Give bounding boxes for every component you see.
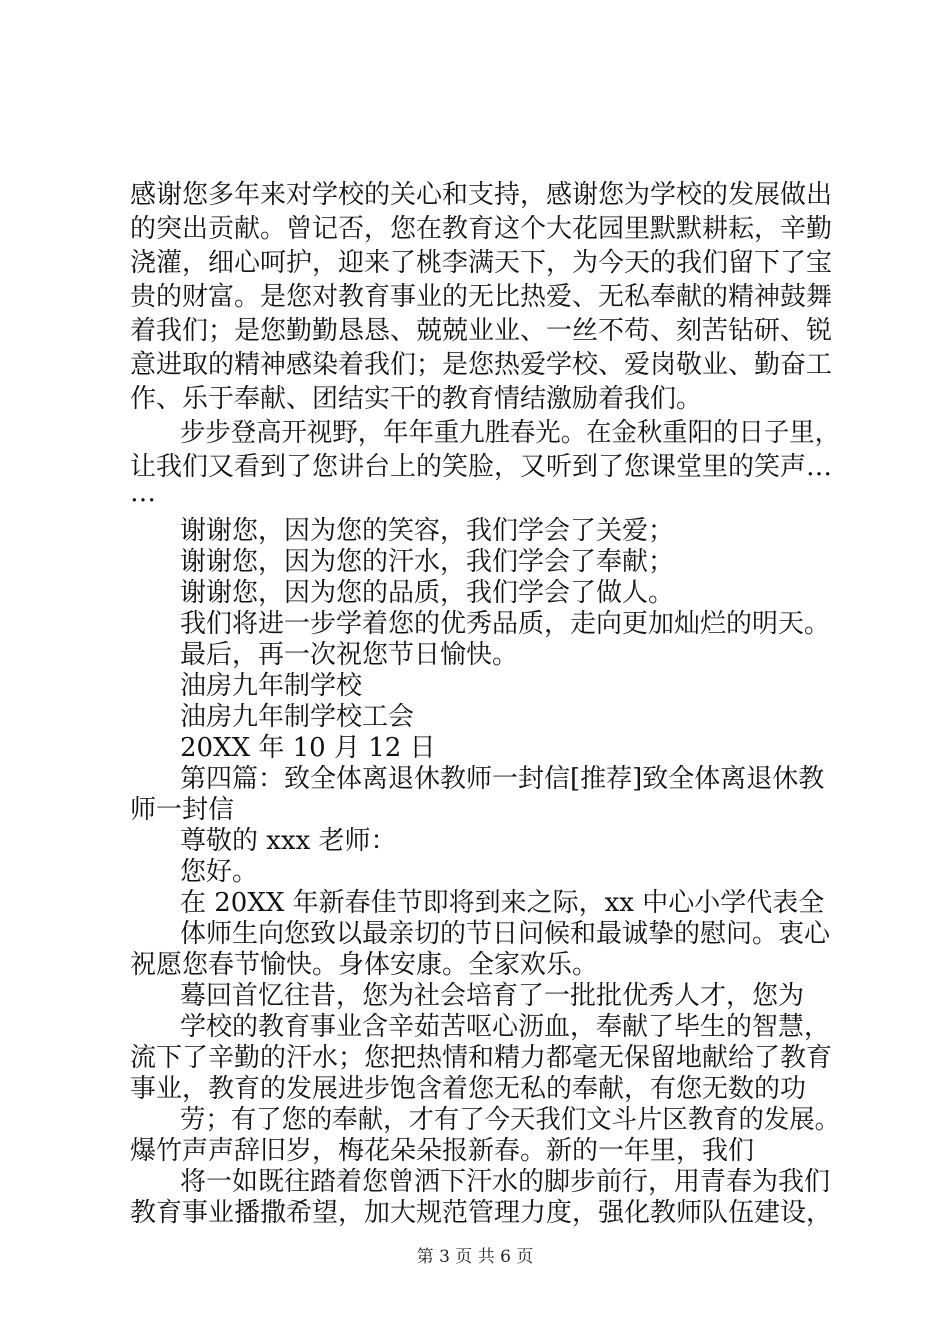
text-line: … bbox=[130, 478, 156, 508]
text-line: 流下了辛勤的汗水；您把热情和精力都毫无保留地献给了教育 bbox=[130, 1043, 833, 1073]
text-line: 着我们；是您勤勤恳恳、兢兢业业、一丝不苟、刻苦钻研、锐 bbox=[130, 316, 833, 346]
text-line: 祝愿您春节愉快。身体安康。全家欢乐。 bbox=[130, 950, 599, 980]
section-heading: 第四篇：致全体离退休教师一封信[推荐]致全体离退休教 bbox=[180, 764, 825, 794]
text-line: 的突出贡献。曾记否，您在教育这个大花园里默默耕耘，辛勤 bbox=[130, 214, 833, 244]
salutation: 尊敬的 xxx 老师： bbox=[180, 826, 397, 856]
text-line: 事业，教育的发展进步饱含着您无私的奉献，有您无数的功 bbox=[130, 1074, 807, 1104]
text-line: 我们将进一步学着您的优秀品质，走向更加灿烂的明天。 bbox=[180, 609, 831, 639]
text-line: 在 20XX 年新春佳节即将到来之际，xx 中心小学代表全 bbox=[180, 888, 825, 918]
greeting: 您好。 bbox=[180, 857, 259, 887]
section-heading-cont: 师一封信 bbox=[130, 795, 235, 825]
text-line: 体师生向您致以最亲切的节日问候和最诚挚的慰问。衷心 bbox=[180, 919, 831, 949]
page-number-footer: 第 3 页 共 6 页 bbox=[416, 1247, 534, 1267]
text-line: 让我们又看到了您讲台上的笑脸，又听到了您课堂里的笑声… bbox=[130, 452, 833, 482]
text-line: 谢谢您，因为您的品质，我们学会了做人。 bbox=[180, 578, 675, 608]
text-line: 教育事业播撒希望，加大规范管理力度，强化教师队伍建设， bbox=[130, 1198, 833, 1228]
text-line: 感谢您多年来对学校的关心和支持，感谢您为学校的发展做出 bbox=[130, 180, 833, 210]
text-line: 浇灌，细心呵护，迎来了桃李满天下，为今天的我们留下了宝 bbox=[130, 248, 833, 278]
text-line: 将一如既往踏着您曾洒下汗水的脚步前行，用青春为我们 bbox=[180, 1167, 831, 1197]
text-line: 油房九年制学校 bbox=[180, 671, 363, 701]
text-line: 贵的财富。是您对教育事业的无比热爱、无私奉献的精神鼓舞 bbox=[130, 282, 833, 312]
date-line: 20XX 年 10 月 12 日 bbox=[180, 733, 436, 763]
text-line: 谢谢您，因为您的汗水，我们学会了奉献； bbox=[180, 547, 675, 577]
text-line: 意进取的精神感染着我们；是您热爱学校、爱岗敬业、勤奋工 bbox=[130, 350, 833, 380]
text-line: 最后，再一次祝您节日愉快。 bbox=[180, 640, 519, 670]
text-line: 学校的教育事业含辛茹苦呕心沥血，奉献了毕生的智慧， bbox=[180, 1012, 831, 1042]
text-line: 蓦回首忆往昔，您为社会培育了一批批优秀人才，您为 bbox=[180, 981, 805, 1011]
text-line: 谢谢您，因为您的笑容，我们学会了关爱； bbox=[180, 516, 675, 546]
text-line: 油房九年制学校工会 bbox=[180, 702, 415, 732]
text-line: 劳；有了您的奉献，才有了今天我们文斗片区教育的发展。 bbox=[180, 1105, 841, 1135]
text-line: 爆竹声声辞旧岁，梅花朵朵报新春。新的一年里，我们 bbox=[130, 1136, 755, 1166]
text-line: 步步登高开视野，年年重九胜春光。在金秋重阳的日子里， bbox=[180, 418, 841, 448]
text-line: 作、乐于奉献、团结实干的教育情结激励着我们。 bbox=[130, 384, 703, 414]
